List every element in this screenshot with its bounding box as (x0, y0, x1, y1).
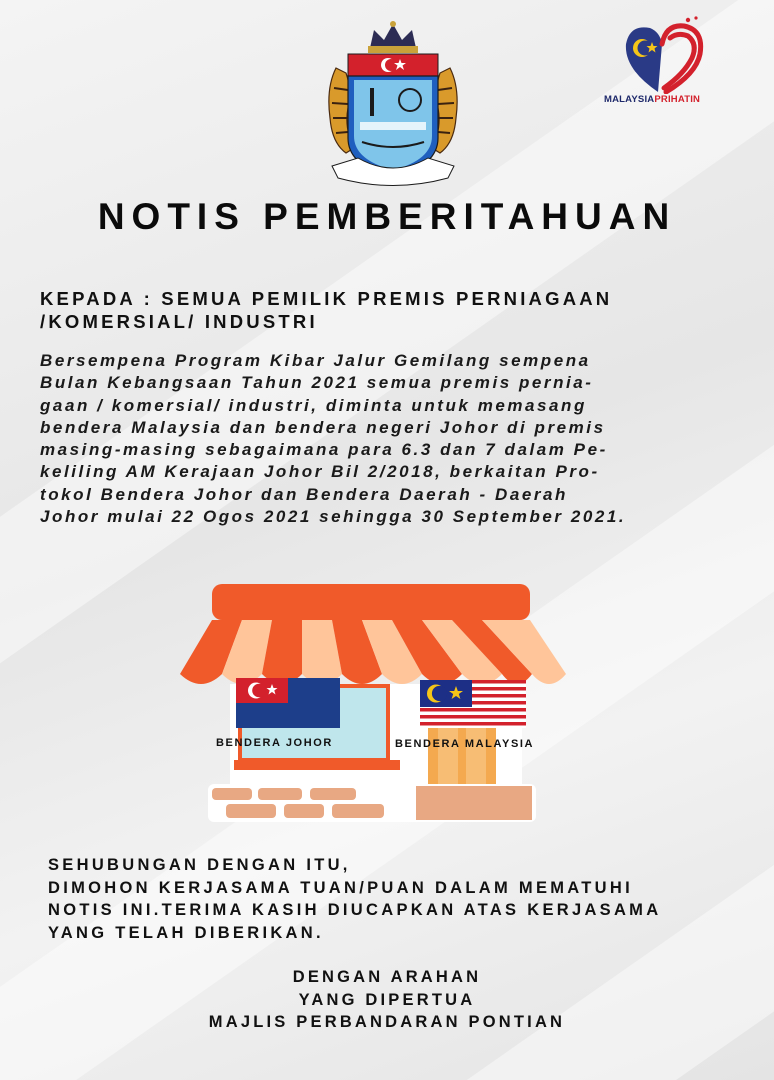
signature-line-1: DENGAN ARAHAN (292, 968, 482, 986)
shopfront-illustration-icon (176, 582, 570, 826)
campaign-logo-text-2: PRIHATIN (654, 94, 701, 105)
notice-title: NOTIS PEMBERITAHUAN (97, 196, 677, 237)
closing-line: YANG TELAH DIBERIKAN. (48, 923, 324, 942)
closing-line: DIMOHON KERJASAMA TUAN/PUAN DALAM MEMATUHI (48, 878, 633, 897)
johor-flag-label: BENDERA JOHOR (216, 737, 333, 749)
closing-text (48, 854, 758, 944)
recipient-line-1: KEPADA : SEMUA PEMILIK PREMIS PERNIAGAAN (40, 288, 613, 309)
body-line: Bulan Kebangsaan Tahun 2021 semua premis pernia- (40, 373, 594, 393)
body-line: Johor mulai 22 Ogos 2021 sehingga 30 September 2021. (40, 507, 627, 527)
malaysia-prihatin-logo (604, 14, 722, 110)
notice-body (40, 350, 737, 528)
signature-line-2: YANG DIPERTUA (298, 990, 476, 1009)
signature-line-3: MAJLIS PERBANDARAN PONTIAN (208, 1013, 566, 1031)
body-line: gaan / komersial/ industri, diminta untuk memasang (40, 395, 587, 415)
body-line: bendera Malaysia dan bendera negeri Johor di premis (40, 417, 606, 437)
closing-line: NOTIS INI.TERIMA KASIH DIUCAPKAN ATAS KERJASAMA (48, 901, 662, 919)
campaign-logo-text-1: MALAYSIA (604, 94, 655, 105)
body-line: Bersempena Program Kibar Jalur Gemilang sempena (40, 351, 591, 370)
body-line: tokol Bendera Johor dan Bendera Daerah - Daerah (40, 484, 568, 504)
signature-block (0, 966, 774, 1034)
recipient-heading (40, 287, 740, 333)
recipient-line-2: /KOMERSIAL/ INDUSTRI (40, 311, 318, 332)
body-line: masing-masing sebagaimana para 6.3 dan 7 dalam Pe- (40, 440, 608, 460)
body-line: keliling AM Kerajaan Johor Bil 2/2018, berkaitan Pro- (40, 462, 600, 482)
closing-line: SEHUBUNGAN DENGAN ITU, (48, 856, 351, 874)
council-crest-icon (318, 18, 468, 190)
malaysia-flag-label: BENDERA MALAYSIA (395, 738, 535, 750)
